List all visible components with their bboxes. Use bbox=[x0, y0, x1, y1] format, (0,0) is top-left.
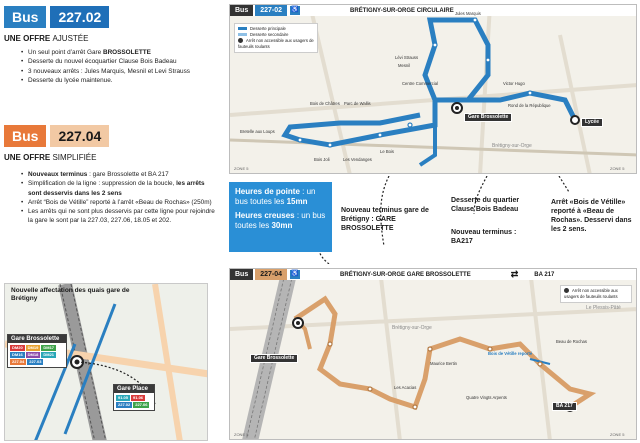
stop-label: Les Vendanges bbox=[343, 157, 372, 162]
line-227-04-points bbox=[28, 170, 216, 226]
line-chip: 227.03 bbox=[29, 359, 42, 364]
line-chip: 227.06 bbox=[135, 402, 148, 407]
stop-label: Quatre Vingts Arpents bbox=[466, 395, 507, 400]
map-legend bbox=[234, 23, 318, 53]
line-chip: 227.02 bbox=[118, 402, 131, 407]
line-chip: 91.06 bbox=[133, 395, 144, 400]
line-chip: DM17 bbox=[43, 345, 55, 350]
stop-card-title: Gare Place bbox=[114, 385, 154, 393]
bidirectional-arrows-icon: ⇄ bbox=[510, 269, 519, 279]
wheelchair-icon: ♿ bbox=[291, 7, 299, 13]
stop-label: Bois Joli bbox=[314, 157, 330, 162]
terminus-tag: BA 217 bbox=[552, 402, 577, 411]
zone-label: ZONE 5 bbox=[610, 432, 625, 437]
map-227-02 bbox=[229, 4, 637, 174]
stop-label: Mesnil bbox=[398, 63, 411, 68]
line-number: 227-02 bbox=[255, 5, 287, 16]
line-chip: DM21 bbox=[43, 352, 55, 357]
legend-item: Arrêt non accessible aux usagers de fauteuils roulants bbox=[564, 288, 618, 299]
legend-item: Desserte secondaire bbox=[250, 32, 289, 37]
wheelchair-icon: ♿ bbox=[291, 271, 299, 277]
callouts bbox=[229, 176, 637, 264]
offer-label: UNE OFFRE bbox=[4, 34, 51, 43]
offer-sub: SIMPLIFIÉE bbox=[52, 153, 97, 162]
stop-card-title: Gare Brossolette bbox=[8, 335, 66, 343]
stop-label: Maurice Bertin bbox=[430, 361, 457, 366]
town-label: Brétigny-sur-Orge bbox=[492, 143, 532, 149]
list-item: • Nouveaux terminus : gare Brossolette et BA 217 bbox=[28, 170, 216, 179]
platform-map bbox=[4, 283, 208, 441]
frequency-box bbox=[229, 182, 332, 252]
route-title: BRÉTIGNY-SUR-ORGE CIRCULAIRE bbox=[350, 7, 454, 14]
line-chip: DM19 bbox=[27, 345, 39, 350]
zone-label: ZONE 5 bbox=[610, 166, 625, 171]
bus-label: Bus bbox=[230, 269, 253, 280]
town-label: Le Plessis-Pâté bbox=[586, 305, 621, 311]
stop-label: Les Acacias bbox=[394, 385, 417, 390]
offer-title bbox=[4, 153, 96, 162]
list-item: • Arrêt “Bois de Vétille” reporté à l’arrêt «Beau de Rochas» (250m) bbox=[28, 198, 216, 207]
list-item: • Les arrêts qui ne sont plus desservis par cette ligne pour rejoindre la gare le sont par la 227.03, 227.06, 18.05 et 202. bbox=[28, 207, 216, 226]
callout-beau-de-rochas: Arrêt «Bois de Vétille» reporté à «Beau de Rochas». Desservi dans les 2 sens. bbox=[551, 199, 632, 233]
offer-title bbox=[4, 34, 88, 43]
stop-label: Le Bois bbox=[380, 149, 394, 154]
legend-item: Desserte principale bbox=[250, 26, 286, 31]
line-227-04-header bbox=[4, 125, 109, 147]
peak-frequency: Heures de pointe : un bus toutes les 15mn bbox=[235, 187, 316, 206]
list-item: • Desserte du lycée maintenue. bbox=[28, 76, 216, 85]
list-item: • Simplification de la ligne : suppression de la boucle, les arrêts sont desservis dans les 2 sens bbox=[28, 179, 216, 198]
offer-sub: AJUSTÉE bbox=[52, 34, 89, 43]
list-item: • Un seul point d’arrêt Gare BROSSOLETTE bbox=[28, 48, 216, 57]
right-column bbox=[229, 0, 640, 443]
route-from: BRÉTIGNY-SUR-ORGE GARE BROSSOLETTE bbox=[340, 271, 471, 278]
map-legend bbox=[560, 285, 632, 303]
line-227-02-header bbox=[4, 6, 109, 28]
left-column bbox=[0, 0, 222, 443]
bus-label: Bus bbox=[4, 125, 46, 147]
list-item: • Desserte du nouvel écoquartier Clause Bois Badeau bbox=[28, 57, 216, 66]
platform-map-title: Nouvelle affectation des quais gare de Brétigny bbox=[11, 287, 130, 302]
map-227-04 bbox=[229, 268, 637, 440]
stop-label: Beau de Rochas bbox=[556, 339, 587, 344]
terminus-tag: Lycée bbox=[581, 118, 603, 127]
line-number: 227.04 bbox=[50, 125, 109, 147]
stop-label: Rond de la République bbox=[508, 103, 551, 108]
stop-card-gare-place bbox=[113, 384, 155, 411]
town-label: Brétigny-sur-Orge bbox=[392, 325, 432, 331]
line-number: 227.02 bbox=[50, 6, 109, 28]
stop-label: Parc de Wallis bbox=[344, 101, 371, 106]
list-item: • 3 nouveaux arrêts : Jules Marquis, Mesnil et Levi Strauss bbox=[28, 67, 216, 76]
map-227-04-header bbox=[230, 269, 636, 280]
callout-terminus: Nouveau terminus gare de Brétigny : GARE BROSSOLETTE bbox=[341, 207, 429, 232]
map-227-02-header bbox=[230, 5, 636, 16]
line-chip: 227.04 bbox=[12, 359, 25, 364]
stop-label: Bois de Vétille reporté bbox=[488, 351, 533, 356]
bus-label: Bus bbox=[230, 5, 253, 16]
terminus-tag: Gare Brossolette bbox=[464, 113, 512, 122]
stop-label: Bois de Châtres bbox=[310, 101, 340, 106]
line-chip: DM20 bbox=[12, 345, 23, 350]
stop-label: Lévi Strauss bbox=[395, 55, 419, 60]
legend-item: Arrêt non accessible aux usagers de fauteuils roulants bbox=[238, 38, 314, 49]
callout-clause-bois-badeau: Desserte du quartier Clause Bois Badeau bbox=[451, 197, 520, 213]
callout-ba217: Nouveau terminus : BA217 bbox=[451, 229, 517, 245]
bus-label: Bus bbox=[4, 6, 46, 28]
terminus-tag: Gare Brossolette bbox=[250, 354, 298, 363]
stop-label: Centre Commercial bbox=[402, 81, 439, 86]
stop-label: Jules Marquis bbox=[455, 11, 481, 16]
stop-label: Victor Hugo bbox=[503, 81, 525, 86]
stop-card-brossolette bbox=[7, 334, 67, 368]
stop-label: Bretelle aux Loups bbox=[240, 129, 275, 134]
offer-label: UNE OFFRE bbox=[4, 153, 51, 162]
route-to: BA 217 bbox=[534, 271, 555, 278]
line-chip: DM16 bbox=[12, 352, 23, 357]
line-chip: DM18 bbox=[27, 352, 39, 357]
zone-label: ZONE 5 bbox=[234, 166, 249, 171]
line-227-02-points bbox=[28, 48, 216, 85]
line-chip: 91.05 bbox=[118, 395, 129, 400]
zone-label: ZONE 5 bbox=[234, 432, 249, 437]
line-number: 227-04 bbox=[255, 269, 287, 280]
offpeak-frequency: Heures creuses : un bus toutes les 30mn bbox=[235, 211, 326, 230]
